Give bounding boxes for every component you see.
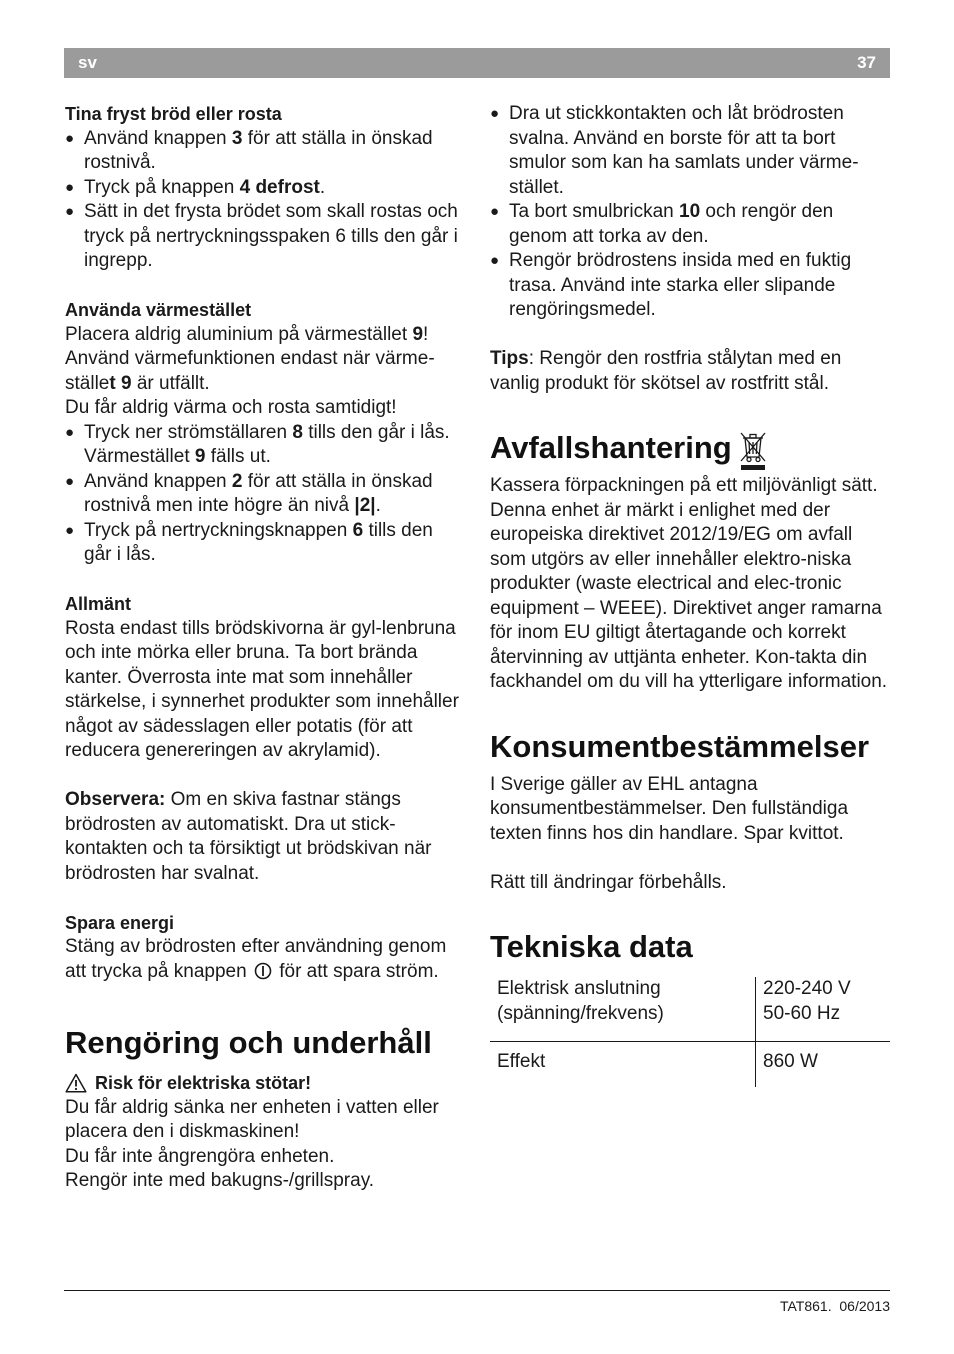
right-column	[490, 102, 890, 1087]
list-item: ● Tryck på knappen 4 defrost.	[65, 176, 465, 201]
revision-date: 06/2013	[839, 1298, 890, 1314]
footer	[780, 1296, 890, 1316]
paragraph: Placera aldrig aluminium på värmestället 9!	[65, 323, 429, 345]
list-item: ● Använd knappen 2 för att ställa in önskad rostnivå men inte högre än nivå |2|.	[65, 470, 465, 519]
tips-paragraph: Tips: Rengör den rostfria stålytan med en vanlig produkt för skötsel av rostfritt stål.	[490, 348, 842, 394]
list-item: ● Dra ut stickkontakten och låt brödrosten svalna. Använd en borste för att ta bort smulor som kan ha samlats under värme-stället.	[490, 102, 890, 200]
paragraph: Kassera förpackningen på ett miljövänligt sätt. Denna enhet är märkt i enlighet med der europeiska direktivet 2012/19/EG om avfall som utgörs av eller innehåller elektro-niska produkter (waste electrical and elec-tronic equipment – WEEE). Direktivet anger ramarna för inom EU giltigt återtagande och korrekt återvinning av uttjänta enheter. Kon-takta din fackhandel om du vill ha ytterligare information.	[490, 475, 888, 692]
list-item: ● Tryck på nertryckningsknappen 6 tills den går i lås.	[65, 519, 465, 568]
list-item: ● Rengör brödrostens insida med en fuktig trasa. Använd inte starka eller slipande rengöringsmedel.	[490, 249, 890, 323]
warning-text: Risk för elektriska stötar!	[95, 1073, 312, 1093]
consumer-heading: Konsumentbestämmelser	[490, 728, 870, 764]
warning-triangle-icon	[65, 1073, 87, 1093]
left-column	[65, 102, 465, 1194]
list-item: ● Tryck ner strömställaren 8 tills den går i lås. Värmestället 9 fälls ut.	[65, 421, 465, 470]
table-row	[490, 977, 890, 1042]
paragraph: Du får aldrig sänka ner enheten i vatten eller placera den i diskmaskinen!	[65, 1096, 439, 1142]
technical-data-table	[490, 977, 890, 1087]
defrost-list	[65, 127, 465, 274]
page-number: 37	[857, 53, 876, 72]
paragraph: Du får aldrig värma och rosta samtidigt!	[65, 397, 397, 418]
paragraph: Rengör inte med bakugns-/grillspray.	[65, 1170, 375, 1191]
table-row	[490, 1042, 890, 1087]
footer-divider	[64, 1290, 890, 1291]
table-cell: 860 W	[763, 1051, 818, 1072]
disposal-heading: Avfallshantering	[490, 430, 890, 466]
paragraph: Rosta endast tills brödskivorna är gyl-lenbruna och inte mörka eller bruna. Ta bort brända kanter. Överrosta inte mat som innehåller stärkelse, i synnerhet produkter som innehåller något av sädesslagen eller potatis (för att reducera genereringen av akrylamid).	[65, 617, 459, 761]
cleaning-list	[490, 102, 890, 323]
warming-rack-list	[65, 421, 465, 568]
technical-data-heading: Tekniska data	[490, 929, 693, 964]
table-cell: 220-240 V 50-60 Hz	[756, 977, 891, 1042]
warming-rack-heading: Använda värmestället	[65, 300, 252, 320]
power-button-icon	[254, 962, 272, 988]
header-bar	[64, 48, 890, 78]
paragraph: Använd värmefunktionen endast när värme-stället 9 är utfällt.	[65, 348, 435, 394]
language-code: sv	[78, 53, 97, 72]
model-number: TAT861.	[779, 1298, 832, 1314]
save-energy-heading: Spara energi	[65, 912, 175, 933]
general-heading: Allmänt	[65, 594, 132, 614]
cleaning-heading: Rengöring och underhåll	[65, 1025, 432, 1060]
table-cell: Effekt	[490, 1042, 756, 1087]
paragraph: Du får inte ångrengöra enheten.	[65, 1145, 335, 1167]
list-item: ● Sätt in det frysta brödet som skall rostas och tryck på nertryckningsspaken 6 tills den går i ingrepp.	[65, 200, 465, 274]
paragraph: Rätt till ändringar förbehålls.	[490, 871, 727, 893]
defrost-heading: Tina fryst bröd eller rosta	[65, 104, 282, 124]
paragraph: I Sverige gäller av EHL antagna konsumentbestämmelser. Den fullständiga texten finns hos din handlare. Spar kvittot.	[490, 773, 849, 844]
list-item: ● Använd knappen 3 för att ställa in önskad rostnivå.	[65, 127, 465, 176]
list-item: ● Ta bort smulbrickan 10 och rengör den genom att torka av den.	[490, 200, 890, 249]
warning-line	[65, 1071, 465, 1096]
crossed-out-wheeled-bin-icon	[738, 430, 768, 472]
paragraph: Stäng av brödrosten efter användning genom att trycka på knappen för att spara ström.	[65, 935, 465, 987]
table-cell: Elektrisk anslutning (spänning/frekvens)	[490, 977, 756, 1042]
note-paragraph: Observera: Om en skiva fastnar stängs brödrosten av automatiskt. Dra ut stick-kontakten och ta försiktigt ut brödskivan när brödrosten har svalnat.	[65, 789, 432, 884]
